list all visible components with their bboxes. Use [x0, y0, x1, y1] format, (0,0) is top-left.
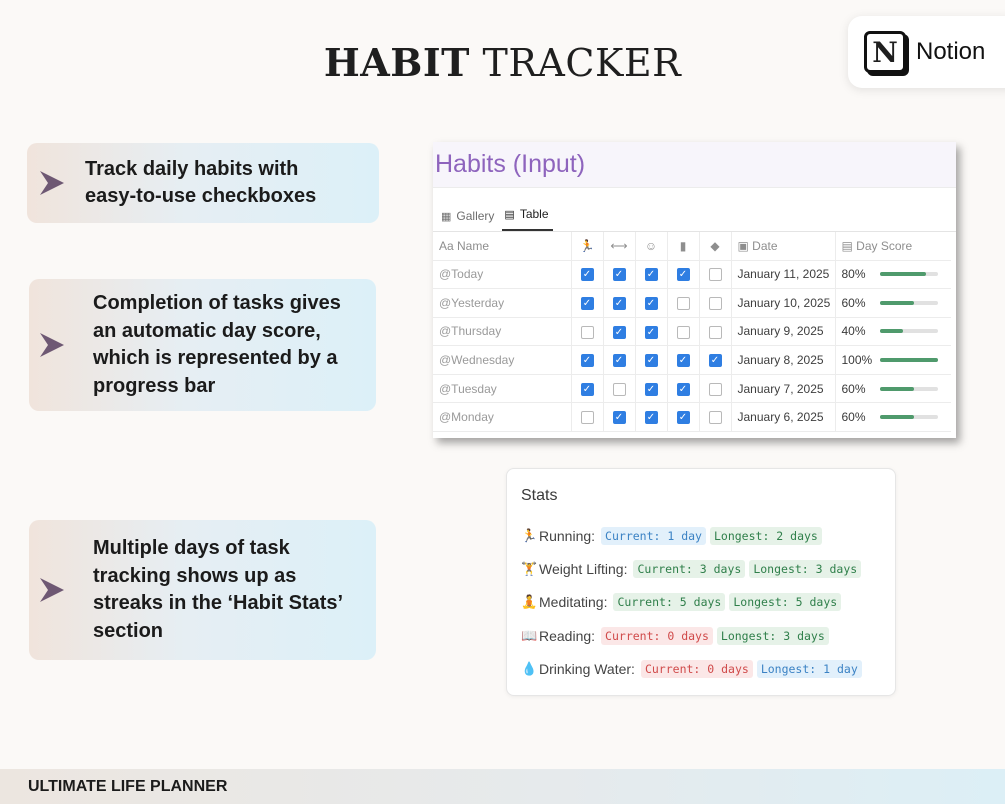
progress-bar [880, 272, 938, 276]
unchecked-checkbox[interactable] [709, 411, 722, 424]
row-day-score [835, 403, 951, 432]
feature-line: an automatic day score, [93, 319, 321, 342]
habit-emoji-icon: 🏋 [521, 561, 538, 577]
stat-label: Drinking Water: [539, 661, 635, 678]
formula-icon: ▤ [841, 238, 857, 253]
score-wrap [842, 410, 952, 424]
habit-checkbox-cell [699, 346, 731, 375]
tab-label: Table [519, 207, 549, 221]
table-row[interactable] [433, 289, 951, 318]
habits-table-card [433, 142, 956, 438]
row-date[interactable]: January 6, 2025 [731, 403, 835, 432]
page-title-bold: HABIT [323, 40, 470, 85]
score-label: 60% [841, 295, 866, 310]
brand-name: Notion [916, 38, 986, 65]
progress-bar [880, 415, 938, 419]
score-label: 60% [841, 410, 866, 425]
habit-checkbox-cell [635, 289, 667, 318]
score-wrap [842, 267, 952, 281]
current-streak-badge: Current: 1 day [601, 527, 706, 545]
table-row[interactable] [433, 403, 951, 432]
column-header-date[interactable] [731, 232, 835, 260]
habits-table [433, 232, 951, 432]
table-icon: ▤ [504, 208, 515, 221]
row-day-score [835, 346, 951, 375]
checked-checkbox[interactable]: ✓ [581, 354, 594, 367]
row-name[interactable]: @Wednesday [433, 346, 571, 375]
footer-banner: ULTIMATE LIFE PLANNER [0, 769, 1005, 804]
feature-line: which is represented by a [93, 347, 338, 369]
habit-checkbox-cell [699, 260, 731, 289]
chevron-right-icon [37, 330, 67, 360]
column-header-reading[interactable] [667, 232, 699, 260]
habit-checkbox-cell [635, 403, 667, 432]
water-drop-icon: ◆ [710, 238, 720, 253]
row-date[interactable]: January 8, 2025 [731, 346, 835, 375]
meditation-icon: ☺ [644, 238, 658, 253]
calendar-icon: ▣ [737, 238, 753, 253]
habit-checkbox-cell [571, 403, 603, 432]
row-day-score [835, 317, 951, 346]
current-streak-badge: Current: 0 days [641, 660, 753, 678]
current-streak-badge: Current: 0 days [601, 627, 713, 645]
habit-checkbox-cell [603, 260, 635, 289]
stat-row [521, 586, 881, 619]
longest-streak-badge: Longest: 5 days [729, 593, 841, 611]
row-day-score [835, 260, 951, 289]
feature-text [85, 156, 316, 211]
habit-checkbox-cell [635, 317, 667, 346]
checked-checkbox[interactable]: ✓ [581, 297, 594, 310]
habit-checkbox-cell [603, 346, 635, 375]
checked-checkbox[interactable]: ✓ [645, 326, 658, 339]
tab-gallery[interactable] [439, 209, 498, 231]
checked-checkbox[interactable]: ✓ [645, 354, 658, 367]
habit-checkbox-cell [571, 317, 603, 346]
row-date[interactable]: January 7, 2025 [731, 374, 835, 403]
habit-checkbox-cell [699, 317, 731, 346]
feature-line: section [93, 619, 164, 642]
unchecked-checkbox[interactable] [677, 326, 690, 339]
tab-table[interactable] [502, 207, 552, 231]
unchecked-checkbox[interactable] [709, 326, 722, 339]
column-header-day-score[interactable] [835, 232, 951, 260]
column-header-weight-lifting[interactable] [603, 232, 635, 260]
progress-bar-fill [880, 415, 915, 419]
habit-checkbox-cell [667, 403, 699, 432]
row-name[interactable]: @Monday [433, 403, 571, 432]
feature-line: tracking shows up as [93, 564, 297, 587]
row-date[interactable]: January 9, 2025 [731, 317, 835, 346]
row-name[interactable]: @Thursday [433, 317, 571, 346]
habit-checkbox-cell [667, 317, 699, 346]
score-label: 40% [841, 324, 866, 339]
checked-checkbox[interactable]: ✓ [581, 383, 594, 396]
row-day-score [835, 374, 951, 403]
checked-checkbox[interactable]: ✓ [709, 354, 722, 367]
habit-checkbox-cell [667, 289, 699, 318]
checked-checkbox[interactable]: ✓ [645, 383, 658, 396]
gallery-icon: ▦ [441, 210, 452, 223]
progress-bar-fill [880, 301, 915, 305]
notion-brand-badge [848, 16, 1005, 88]
column-header-meditating[interactable] [635, 232, 667, 260]
feature-text [93, 290, 341, 400]
habit-checkbox-cell [603, 289, 635, 318]
current-streak-badge: Current: 3 days [633, 560, 745, 578]
book-icon: ▮ [679, 238, 687, 253]
feature-line: Completion of tasks gives [93, 292, 341, 314]
stat-label: Weight Lifting: [539, 561, 628, 578]
stat-label: Meditating: [539, 594, 608, 611]
progress-bar [880, 387, 938, 391]
habit-checkbox-cell [571, 374, 603, 403]
database-title: Habits (Input) [433, 142, 956, 188]
checked-checkbox[interactable]: ✓ [677, 268, 690, 281]
column-header-label: Date [752, 238, 778, 253]
feature-text [93, 535, 343, 645]
feature-line: streaks in the ‘Habit Stats’ [93, 592, 344, 614]
checked-checkbox[interactable]: ✓ [645, 297, 658, 310]
row-name[interactable]: @Yesterday [433, 289, 571, 318]
feature-callout-day-score [29, 279, 376, 411]
table-row[interactable] [433, 317, 951, 346]
score-wrap [842, 382, 952, 396]
longest-streak-badge: Longest: 3 days [749, 560, 861, 578]
habit-stats-card [506, 468, 896, 696]
habit-checkbox-cell [603, 374, 635, 403]
column-header-drinking-water[interactable] [699, 232, 731, 260]
checked-checkbox[interactable]: ✓ [645, 411, 658, 424]
row-date[interactable]: January 11, 2025 [731, 260, 835, 289]
unchecked-checkbox[interactable] [709, 383, 722, 396]
progress-bar-fill [880, 272, 926, 276]
view-tabs [433, 188, 956, 232]
unchecked-checkbox[interactable] [613, 383, 626, 396]
habit-checkbox-cell [635, 260, 667, 289]
checked-checkbox[interactable]: ✓ [613, 297, 626, 310]
habit-checkbox-cell [571, 346, 603, 375]
unchecked-checkbox[interactable] [581, 326, 594, 339]
habit-checkbox-cell [699, 374, 731, 403]
habit-checkbox-cell [571, 289, 603, 318]
habit-checkbox-cell [603, 317, 635, 346]
score-wrap [842, 324, 952, 338]
longest-streak-badge: Longest: 3 days [717, 627, 829, 645]
habit-checkbox-cell [667, 374, 699, 403]
progress-bar-fill [880, 387, 915, 391]
score-label: 100% [841, 353, 873, 368]
habit-emoji-icon: 💧 [521, 661, 538, 677]
score-wrap [842, 353, 952, 367]
table-header-row [433, 232, 951, 260]
row-name[interactable]: @Today [433, 260, 571, 289]
progress-bar [880, 358, 938, 362]
column-header-name[interactable]: Aa Name [433, 232, 571, 260]
checked-checkbox[interactable]: ✓ [581, 268, 594, 281]
stat-row [521, 653, 881, 686]
checked-checkbox[interactable]: ✓ [645, 268, 658, 281]
feature-callout-streaks [29, 520, 376, 660]
habit-checkbox-cell [667, 260, 699, 289]
stat-row [521, 619, 881, 652]
habit-emoji-icon: 🏃 [521, 527, 538, 543]
habit-emoji-icon: 🧘 [521, 594, 538, 610]
stat-row [521, 519, 881, 552]
stats-title: Stats [521, 487, 558, 504]
feature-line: easy-to-use checkboxes [85, 185, 317, 207]
stat-label: Running: [539, 527, 596, 544]
checked-checkbox[interactable]: ✓ [613, 354, 626, 367]
notion-logo-icon: N [864, 31, 906, 73]
tab-label: Gallery [456, 209, 495, 223]
feature-line: progress bar [93, 374, 216, 397]
habit-checkbox-cell [603, 403, 635, 432]
longest-streak-badge: Longest: 1 day [757, 660, 862, 678]
habit-checkbox-cell [699, 289, 731, 318]
checked-checkbox[interactable]: ✓ [613, 268, 626, 281]
chevron-right-icon [37, 168, 67, 198]
feature-callout-checkboxes [27, 143, 379, 223]
row-date[interactable]: January 10, 2025 [731, 289, 835, 318]
progress-bar [880, 329, 938, 333]
habit-checkbox-cell [635, 346, 667, 375]
row-day-score [835, 289, 951, 318]
stat-row [521, 552, 881, 585]
current-streak-badge: Current: 5 days [613, 593, 725, 611]
progress-bar [880, 301, 938, 305]
checked-checkbox[interactable]: ✓ [677, 354, 690, 367]
running-icon: 🏃 [579, 238, 595, 253]
feature-line: Multiple days of task [93, 537, 290, 559]
column-header-label: Day Score [856, 238, 913, 253]
page-title-light: TRACKER [482, 41, 682, 85]
checked-checkbox[interactable]: ✓ [677, 383, 690, 396]
habit-checkbox-cell [635, 374, 667, 403]
habit-checkbox-cell [667, 346, 699, 375]
habit-emoji-icon: 📖 [521, 627, 538, 643]
checked-checkbox[interactable]: ✓ [613, 411, 626, 424]
dumbbell-icon: ⟷ [610, 238, 628, 253]
longest-streak-badge: Longest: 2 days [710, 527, 822, 545]
chevron-right-icon [37, 575, 67, 605]
progress-bar-fill [880, 329, 903, 333]
table-row[interactable] [433, 260, 951, 289]
progress-bar-fill [880, 358, 938, 362]
unchecked-checkbox[interactable] [709, 297, 722, 310]
checked-checkbox[interactable]: ✓ [613, 326, 626, 339]
habit-checkbox-cell [571, 260, 603, 289]
score-wrap [842, 296, 952, 310]
score-label: 80% [841, 267, 866, 282]
column-header-running[interactable] [571, 232, 603, 260]
feature-line: Track daily habits with [85, 157, 299, 180]
score-label: 60% [841, 381, 866, 396]
habit-checkbox-cell [699, 403, 731, 432]
checked-checkbox[interactable]: ✓ [677, 411, 690, 424]
table-row[interactable] [433, 346, 951, 375]
unchecked-checkbox[interactable] [581, 411, 594, 424]
table-row[interactable] [433, 374, 951, 403]
stat-label: Reading: [539, 627, 596, 644]
unchecked-checkbox[interactable] [709, 268, 722, 281]
unchecked-checkbox[interactable] [677, 297, 690, 310]
row-name[interactable]: @Tuesday [433, 374, 571, 403]
